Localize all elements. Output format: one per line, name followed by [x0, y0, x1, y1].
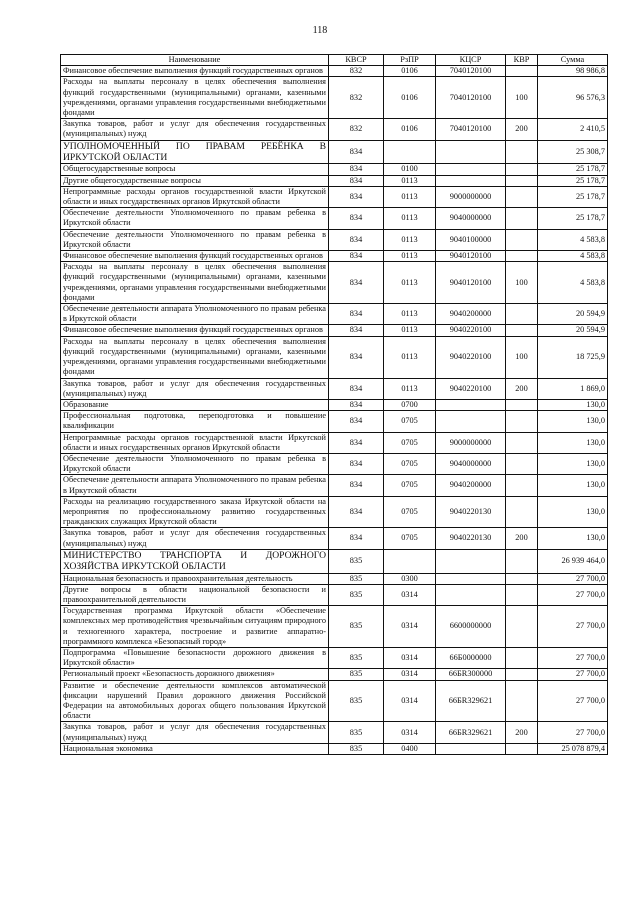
table-row	[61, 229, 608, 250]
table-row	[61, 336, 608, 378]
cell-name: Финансовое обеспечение выполнения функций государственных органов	[61, 251, 329, 262]
cell-rzpr: 0705	[384, 496, 436, 528]
cell-kvr: 200	[506, 528, 538, 549]
cell-sum: 4 583,8	[538, 251, 608, 262]
column-header-rzpr: РзПР	[384, 55, 436, 66]
cell-name: Обеспечение деятельности аппарата Уполномоченного по правам ребенка в Иркутской области	[61, 475, 329, 496]
cell-kcsr: 7040120100	[436, 66, 506, 77]
table-row	[61, 669, 608, 680]
cell-kcsr: 9040220100	[436, 336, 506, 378]
cell-kcsr: 7040120100	[436, 77, 506, 119]
cell-kvsr: 834	[329, 336, 384, 378]
cell-rzpr: 0314	[384, 669, 436, 680]
cell-sum: 4 583,8	[538, 262, 608, 304]
cell-kcsr: 9040200000	[436, 475, 506, 496]
cell-kvr	[506, 669, 538, 680]
table-row	[61, 304, 608, 325]
cell-kvr: 100	[506, 77, 538, 119]
cell-sum: 25 178,7	[538, 164, 608, 175]
cell-kcsr	[436, 743, 506, 754]
cell-name: Развитие и обеспечение деятельности комплексов автоматической фиксации нарушений Правил дорожного движения Российской Федерации на автомобильных дорогах общего пользования Иркутской области	[61, 680, 329, 722]
cell-rzpr: 0314	[384, 680, 436, 722]
cell-kvr	[506, 549, 538, 573]
cell-kcsr: 6600000000	[436, 606, 506, 648]
table-row	[61, 175, 608, 186]
table-row	[61, 584, 608, 605]
cell-rzpr: 0113	[384, 262, 436, 304]
table-row	[61, 399, 608, 410]
cell-kvsr: 834	[329, 175, 384, 186]
cell-kvr	[506, 584, 538, 605]
cell-name: Закупка товаров, работ и услуг для обеспечения государственных (муниципальных) нужд	[61, 378, 329, 399]
cell-kvr: 200	[506, 722, 538, 743]
cell-kvsr: 834	[329, 186, 384, 207]
cell-rzpr	[384, 140, 436, 164]
cell-kvsr: 834	[329, 475, 384, 496]
cell-name: Национальная безопасность и правоохранительная деятельность	[61, 573, 329, 584]
cell-sum: 130,0	[538, 453, 608, 474]
cell-kvsr: 835	[329, 722, 384, 743]
cell-sum: 27 700,0	[538, 573, 608, 584]
page-number: 118	[312, 25, 328, 36]
cell-kcsr: 9040000000	[436, 453, 506, 474]
cell-kvr	[506, 175, 538, 186]
column-header-name: Наименование	[61, 55, 329, 66]
cell-kcsr: 66БR329621	[436, 680, 506, 722]
table-row	[61, 432, 608, 453]
cell-name: Национальная экономика	[61, 743, 329, 754]
cell-name: Образование	[61, 399, 329, 410]
cell-rzpr: 0113	[384, 186, 436, 207]
cell-rzpr: 0705	[384, 432, 436, 453]
table-row	[61, 722, 608, 743]
cell-rzpr: 0113	[384, 304, 436, 325]
table-row	[61, 647, 608, 668]
cell-kvsr: 835	[329, 584, 384, 605]
cell-kcsr: 9040220130	[436, 496, 506, 528]
cell-name: Подпрограмма «Повышение безопасности дорожного движения в Иркутской области»	[61, 647, 329, 668]
table-row	[61, 680, 608, 722]
cell-sum: 27 700,0	[538, 722, 608, 743]
column-header-kvsr: КВСР	[329, 55, 384, 66]
cell-kvr	[506, 304, 538, 325]
cell-name: Обеспечение деятельности Уполномоченного по правам ребенка в Иркутской области	[61, 453, 329, 474]
cell-kvsr: 834	[329, 496, 384, 528]
cell-rzpr: 0113	[384, 325, 436, 336]
cell-name: Закупка товаров, работ и услуг для обеспечения государственных (муниципальных) нужд	[61, 528, 329, 549]
table-row	[61, 251, 608, 262]
table-row	[61, 496, 608, 528]
cell-rzpr: 0314	[384, 722, 436, 743]
cell-name: Профессиональная подготовка, переподготовка и повышение квалификации	[61, 411, 329, 432]
column-header-kvr: КВР	[506, 55, 538, 66]
cell-kcsr: 66Б0000000	[436, 647, 506, 668]
cell-kvr	[506, 432, 538, 453]
cell-kvsr: 835	[329, 549, 384, 573]
cell-kvsr: 834	[329, 399, 384, 410]
table-row	[61, 119, 608, 140]
cell-name: Непрограммные расходы органов государственной власти Иркутской области и иных государственных органов Иркутской области	[61, 432, 329, 453]
cell-sum: 27 700,0	[538, 606, 608, 648]
cell-rzpr: 0113	[384, 175, 436, 186]
cell-name: Общегосударственные вопросы	[61, 164, 329, 175]
cell-name: УПОЛНОМОЧЕННЫЙ ПО ПРАВАМ РЕБЁНКА В ИРКУТСКОЙ ОБЛАСТИ	[61, 140, 329, 164]
cell-kcsr: 9040120100	[436, 262, 506, 304]
cell-kvsr: 834	[329, 140, 384, 164]
cell-kvr	[506, 208, 538, 229]
cell-sum: 26 939 464,0	[538, 549, 608, 573]
cell-name: Обеспечение деятельности Уполномоченного по правам ребенка в Иркутской области	[61, 229, 329, 250]
cell-kvr: 100	[506, 336, 538, 378]
cell-sum: 130,0	[538, 411, 608, 432]
cell-sum: 20 594,9	[538, 304, 608, 325]
cell-name: Региональный проект «Безопасность дорожного движения»	[61, 669, 329, 680]
cell-rzpr: 0106	[384, 77, 436, 119]
cell-kvr	[506, 186, 538, 207]
cell-kvsr: 835	[329, 680, 384, 722]
cell-kvsr: 834	[329, 229, 384, 250]
table-row	[61, 66, 608, 77]
cell-kvsr: 835	[329, 573, 384, 584]
cell-kcsr: 9040220100	[436, 378, 506, 399]
cell-rzpr: 0106	[384, 66, 436, 77]
cell-rzpr: 0705	[384, 475, 436, 496]
cell-rzpr: 0705	[384, 453, 436, 474]
cell-rzpr: 0100	[384, 164, 436, 175]
cell-rzpr: 0314	[384, 584, 436, 605]
cell-name: Расходы на реализацию государственного заказа Иркутской области на мероприятия по профессиональному развитию государственных гражданских служащих Иркутской области	[61, 496, 329, 528]
cell-kcsr	[436, 399, 506, 410]
table-row	[61, 164, 608, 175]
cell-kcsr: 66БR300000	[436, 669, 506, 680]
cell-kvsr: 834	[329, 262, 384, 304]
cell-rzpr: 0700	[384, 399, 436, 410]
cell-name: Финансовое обеспечение выполнения функций государственных органов	[61, 325, 329, 336]
cell-kcsr: 9000000000	[436, 432, 506, 453]
cell-kcsr: 9040200000	[436, 304, 506, 325]
cell-kvr	[506, 453, 538, 474]
cell-kcsr: 66БR329621	[436, 722, 506, 743]
table-row	[61, 140, 608, 164]
cell-rzpr: 0705	[384, 411, 436, 432]
cell-name: Расходы на выплаты персоналу в целях обеспечения выполнения функций государственными (муниципальными) органами, казенными учреждениями, органами управления государственными внебюджетными фондами	[61, 77, 329, 119]
cell-kvr	[506, 411, 538, 432]
cell-kcsr: 9000000000	[436, 186, 506, 207]
cell-kcsr: 9040120100	[436, 251, 506, 262]
cell-sum: 25 178,7	[538, 186, 608, 207]
cell-kcsr	[436, 549, 506, 573]
cell-sum: 4 583,8	[538, 229, 608, 250]
cell-rzpr: 0314	[384, 647, 436, 668]
cell-rzpr: 0400	[384, 743, 436, 754]
cell-kcsr: 9040220100	[436, 325, 506, 336]
table-row	[61, 573, 608, 584]
cell-kvr	[506, 164, 538, 175]
budget-table	[60, 54, 608, 755]
cell-kvr	[506, 251, 538, 262]
cell-sum: 27 700,0	[538, 669, 608, 680]
cell-kvr	[506, 399, 538, 410]
cell-kcsr: 9040000000	[436, 208, 506, 229]
cell-name: Закупка товаров, работ и услуг для обеспечения государственных (муниципальных) нужд	[61, 722, 329, 743]
cell-rzpr	[384, 549, 436, 573]
cell-name: Другие вопросы в области национальной безопасности и правоохранительной деятельности	[61, 584, 329, 605]
table-row	[61, 411, 608, 432]
cell-sum: 2 410,5	[538, 119, 608, 140]
cell-kcsr	[436, 140, 506, 164]
cell-kvr	[506, 496, 538, 528]
cell-kvsr: 834	[329, 325, 384, 336]
cell-kvsr: 834	[329, 453, 384, 474]
cell-rzpr: 0113	[384, 229, 436, 250]
table-row	[61, 325, 608, 336]
cell-kvr	[506, 647, 538, 668]
table-row	[61, 475, 608, 496]
table-row	[61, 549, 608, 573]
table-row	[61, 453, 608, 474]
cell-kvr	[506, 325, 538, 336]
cell-sum: 130,0	[538, 432, 608, 453]
cell-sum: 25 308,7	[538, 140, 608, 164]
cell-name: Финансовое обеспечение выполнения функций государственных органов	[61, 66, 329, 77]
table-header-row	[61, 55, 608, 66]
cell-kvr	[506, 606, 538, 648]
cell-rzpr: 0113	[384, 336, 436, 378]
cell-sum: 27 700,0	[538, 647, 608, 668]
cell-sum: 18 725,9	[538, 336, 608, 378]
cell-sum: 130,0	[538, 528, 608, 549]
cell-rzpr: 0705	[384, 528, 436, 549]
cell-sum: 25 178,7	[538, 208, 608, 229]
cell-kvr	[506, 680, 538, 722]
cell-kvr	[506, 66, 538, 77]
cell-kvsr: 832	[329, 66, 384, 77]
cell-kvr	[506, 475, 538, 496]
table-row	[61, 208, 608, 229]
cell-kvsr: 835	[329, 669, 384, 680]
column-header-kcsr: КЦСР	[436, 55, 506, 66]
cell-kcsr: 9040100000	[436, 229, 506, 250]
cell-name: Другие общегосударственные вопросы	[61, 175, 329, 186]
cell-kcsr	[436, 411, 506, 432]
table-row	[61, 186, 608, 207]
cell-kvr	[506, 743, 538, 754]
cell-rzpr: 0113	[384, 251, 436, 262]
cell-kvsr: 834	[329, 164, 384, 175]
cell-kvsr: 835	[329, 606, 384, 648]
cell-rzpr: 0314	[384, 606, 436, 648]
cell-name: МИНИСТЕРСТВО ТРАНСПОРТА И ДОРОЖНОГО ХОЗЯЙСТВА ИРКУТСКОЙ ОБЛАСТИ	[61, 549, 329, 573]
cell-rzpr: 0113	[384, 208, 436, 229]
cell-sum: 130,0	[538, 496, 608, 528]
cell-kcsr	[436, 175, 506, 186]
cell-kvr: 200	[506, 119, 538, 140]
cell-kvsr: 832	[329, 77, 384, 119]
table-row	[61, 77, 608, 119]
cell-name: Непрограммные расходы органов государственной власти Иркутской области и иных государственных органов Иркутской области	[61, 186, 329, 207]
cell-kvr: 200	[506, 378, 538, 399]
cell-sum: 25 178,7	[538, 175, 608, 186]
cell-name: Расходы на выплаты персоналу в целях обеспечения выполнения функций государственными (муниципальными) органами, казенными учреждениями, органами управления государственными внебюджетными фондами	[61, 336, 329, 378]
cell-kcsr: 9040220130	[436, 528, 506, 549]
cell-kvr	[506, 140, 538, 164]
table-row	[61, 606, 608, 648]
cell-kvsr: 834	[329, 251, 384, 262]
cell-sum: 96 576,3	[538, 77, 608, 119]
cell-kcsr: 7040120100	[436, 119, 506, 140]
cell-kcsr	[436, 573, 506, 584]
cell-name: Обеспечение деятельности Уполномоченного по правам ребенка в Иркутской области	[61, 208, 329, 229]
cell-name: Расходы на выплаты персоналу в целях обеспечения выполнения функций государственными (муниципальными) органами, казенными учреждениями, органами управления государственными внебюджетными фондами	[61, 262, 329, 304]
cell-kvsr: 834	[329, 411, 384, 432]
cell-name: Государственная программа Иркутской области «Обеспечение комплексных мер противодействия чрезвычайным ситуациям природного и техногенного характера, построение и развитие аппаратно-программного комплекса «Безопасный город»	[61, 606, 329, 648]
cell-rzpr: 0113	[384, 378, 436, 399]
cell-kvsr: 832	[329, 119, 384, 140]
cell-kvr	[506, 229, 538, 250]
cell-sum: 130,0	[538, 399, 608, 410]
table-row	[61, 743, 608, 754]
cell-kvr	[506, 573, 538, 584]
cell-sum: 98 986,8	[538, 66, 608, 77]
cell-sum: 25 078 879,4	[538, 743, 608, 754]
cell-sum: 27 700,0	[538, 680, 608, 722]
cell-kcsr	[436, 164, 506, 175]
cell-name: Закупка товаров, работ и услуг для обеспечения государственных (муниципальных) нужд	[61, 119, 329, 140]
cell-kvsr: 834	[329, 304, 384, 325]
cell-kvsr: 834	[329, 528, 384, 549]
table-row	[61, 528, 608, 549]
cell-rzpr: 0300	[384, 573, 436, 584]
table-row	[61, 378, 608, 399]
cell-kcsr	[436, 584, 506, 605]
cell-kvsr: 834	[329, 378, 384, 399]
cell-rzpr: 0106	[384, 119, 436, 140]
cell-sum: 130,0	[538, 475, 608, 496]
cell-kvsr: 834	[329, 432, 384, 453]
cell-kvsr: 835	[329, 647, 384, 668]
cell-sum: 1 869,0	[538, 378, 608, 399]
cell-kvsr: 835	[329, 743, 384, 754]
cell-sum: 20 594,9	[538, 325, 608, 336]
cell-kvsr: 834	[329, 208, 384, 229]
cell-sum: 27 700,0	[538, 584, 608, 605]
column-header-sum: Сумма	[538, 55, 608, 66]
table-row	[61, 262, 608, 304]
cell-name: Обеспечение деятельности аппарата Уполномоченного по правам ребенка в Иркутской области	[61, 304, 329, 325]
cell-kvr: 100	[506, 262, 538, 304]
